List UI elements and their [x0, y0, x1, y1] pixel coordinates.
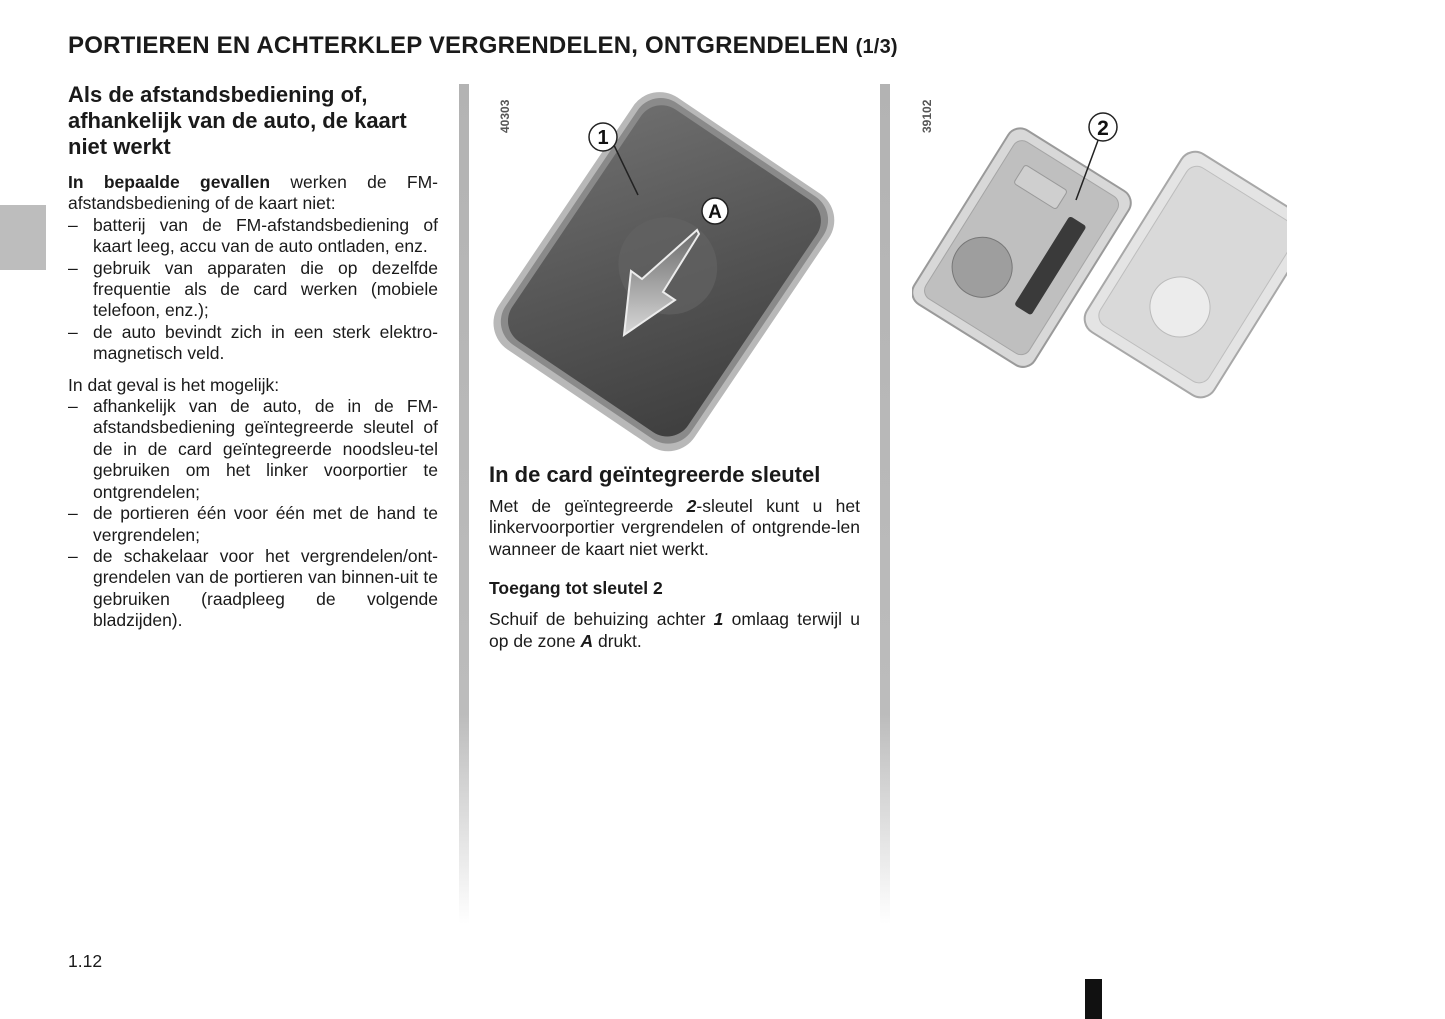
list-item: – de auto bevindt zich in een sterk elektro-magnetisch veld.	[68, 322, 438, 365]
access-key-paragraph: Schuif de behuizing achter 1 omlaag terwijl u op de zone A drukt.	[489, 609, 860, 651]
list-item: – gebruik van apparaten die op dezelfde frequentie als de card werken (mobiele telefoon, enz.);	[68, 258, 438, 322]
cause-list	[68, 215, 438, 365]
list-item: – de portieren één voor één met de hand te vergrendelen;	[68, 503, 438, 546]
options-paragraph: In dat geval is het mogelijk:	[68, 374, 280, 395]
page-fraction: (1/3)	[855, 36, 898, 58]
figure-opened-card	[912, 85, 1287, 445]
section-heading-remote-failure: Als de afstandsbediening of, afhankelijk van de auto, de kaart niet werkt	[68, 82, 407, 159]
column-divider-left	[459, 84, 469, 924]
list-item: – batterij van de FM-afstandsbediening of kaart leeg, accu van de auto ontladen, enz.	[68, 215, 438, 258]
callout-label-a: A	[708, 202, 722, 223]
intro-paragraph	[68, 172, 438, 215]
list-item: – afhankelijk van de auto, de in de FM-afstandsbediening geïntegreerde sleutel of de in de card geïntegreerde noodsleu-tel gebruiken om het linker voorportier te ontgrendelen;	[68, 396, 438, 503]
middle-column	[489, 462, 860, 652]
figure-code: 39102	[920, 99, 934, 133]
callout-label-2: 2	[1097, 117, 1109, 140]
page-number: 1.12	[68, 951, 103, 971]
integrated-key-paragraph: Met de geïntegreerde 2-sleutel kunt u het linkervoorportier vergrendelen of ontgrende-len wanneer de kaart niet werkt.	[489, 496, 861, 559]
section-heading-integrated-key: In de card geïntegreerde sleutel	[489, 462, 821, 487]
figure-key-card	[490, 85, 860, 455]
opened-card-illustration	[912, 85, 1287, 445]
option-list	[68, 396, 438, 631]
callout-label-1: 1	[597, 127, 609, 149]
list-item: – de schakelaar voor het vergrendelen/ont-grendelen van de portieren van binnen-uit te gebruiken (raadpleeg de volgende bladzijden).	[68, 546, 438, 632]
subheading-access-key: Toegang tot sleutel 2	[489, 578, 663, 599]
key-card-illustration	[490, 85, 860, 455]
intro-bold: In bepaalde gevallen	[68, 172, 271, 192]
intro-rest: werken de FM-afstandsbediening of de kaart niet:	[68, 172, 438, 214]
page-title-text: PORTIEREN EN ACHTERKLEP VERGRENDELEN, ONTGRENDELEN	[68, 32, 849, 59]
page-title	[68, 32, 898, 60]
figure-code: 40303	[498, 99, 512, 133]
column-divider-right	[880, 84, 890, 924]
page-edge-marker	[1085, 979, 1102, 1019]
left-column	[68, 82, 438, 632]
chapter-tab-marker	[0, 205, 46, 270]
